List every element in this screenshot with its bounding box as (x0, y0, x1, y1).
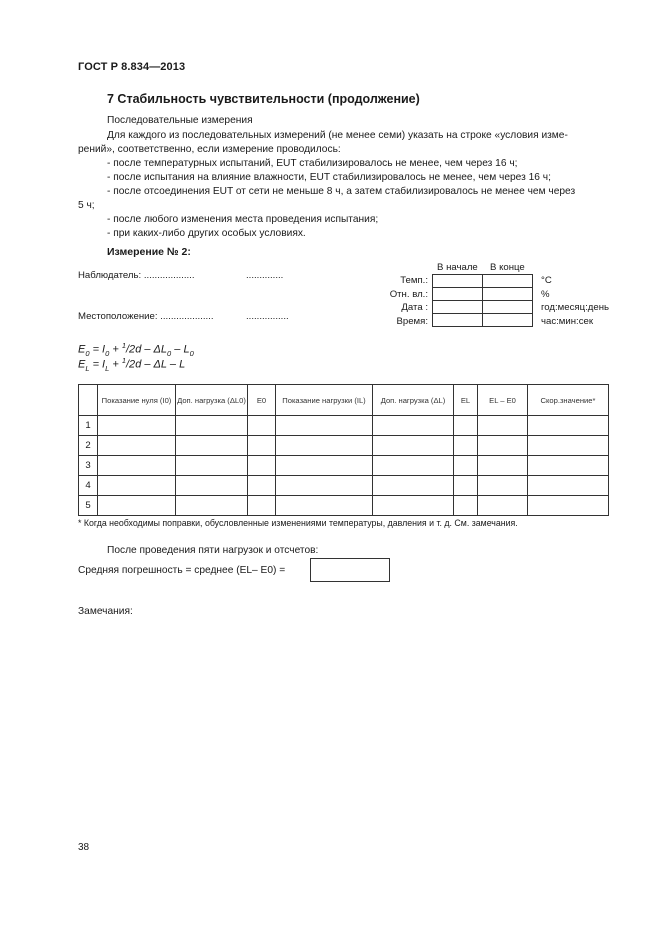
col-header-el: EL (454, 385, 478, 416)
f2-rhs1: = I (89, 358, 106, 371)
date-label: Дата : (401, 302, 428, 313)
observer-label: Наблюдатель: ................... (78, 270, 195, 281)
table-row (79, 496, 609, 516)
f1-lhs-sub: 0 (85, 348, 90, 358)
env-row-humidity (433, 288, 533, 301)
table-row (79, 436, 609, 456)
table-row (79, 476, 609, 496)
remarks-label: Замечания: (78, 606, 133, 617)
col-start-header: В начале (437, 262, 478, 273)
col-end-header: В конце (490, 262, 525, 273)
f1-rhs3: d – ΔL (135, 343, 168, 356)
bullet-4: - после любого изменения места проведения испытания; (107, 214, 379, 225)
f2-frac-den: /2 (126, 358, 136, 371)
bullet-1: - после температурных испытаний, EUT стабилизировалось не менее, чем через 16 ч; (107, 158, 518, 169)
intro-line-1: Для каждого из последовательных измерений (не менее семи) указать на строке «условия изме- (107, 130, 568, 141)
temp-start-cell[interactable] (433, 275, 483, 288)
intro-line-2: рений», соответственно, если измерение проводилось: (78, 144, 341, 155)
time-label: Время: (396, 316, 428, 327)
table-row (79, 416, 609, 436)
time-unit: час:мин:сек (541, 316, 594, 327)
mean-error-label: Средняя погрешность = среднее (EL– E0) = (78, 565, 286, 576)
f1-rhs1: = I (89, 343, 106, 356)
row-number: 1 (79, 416, 98, 436)
env-row-date (433, 301, 533, 314)
date-end-cell[interactable] (483, 301, 533, 314)
bullet-2: - после испытания на влияние влажности, EUT стабилизировалось не менее, чем через 16 ч; (107, 172, 551, 183)
date-start-cell[interactable] (433, 301, 483, 314)
subheading: Последовательные измерения (107, 115, 253, 126)
formula-el (78, 356, 185, 373)
f1-frac-den: /2 (126, 343, 136, 356)
col-header-zero-reading: Показание нуля (I0) (98, 385, 176, 416)
humidity-label: Отн. вл.: (389, 289, 428, 300)
table-row (79, 456, 609, 476)
f1-rhs2: + (109, 343, 122, 356)
page-number: 38 (78, 842, 90, 853)
bullet-3b: 5 ч; (78, 200, 95, 211)
after-loads-line: После проведения пяти нагрузок и отсчетов: (107, 545, 319, 556)
table-header-row (79, 385, 609, 416)
humidity-start-cell[interactable] (433, 288, 483, 301)
f2-rhs1-sub: L (105, 363, 110, 373)
col-header-e0: E0 (248, 385, 276, 416)
temp-label: Темп.: (400, 275, 428, 286)
humidity-end-cell[interactable] (483, 288, 533, 301)
row-number: 5 (79, 496, 98, 516)
location-label: Местоположение: .................... (78, 311, 214, 322)
col-header-add-load: Доп. нагрузка (ΔL) (373, 385, 454, 416)
observer-dots: .............. (246, 270, 284, 281)
time-end-cell[interactable] (483, 314, 533, 327)
table-footnote: * Когда необходимы поправки, обусловленные изменениями температуры, давления и т. д. См. замечания. (78, 518, 518, 528)
environment-table (432, 274, 533, 327)
f1-frac-num: 1 (121, 341, 126, 350)
f2-lhs-sub: L (85, 363, 90, 373)
bullet-3a: - после отсоединения EUT от сети не меньше 8 ч, а затем стабилизировалось не менее чем через (107, 186, 576, 197)
col-header-load-reading: Показание нагрузки (IL) (276, 385, 373, 416)
humidity-unit: % (541, 289, 550, 300)
f1-lhs: E (78, 343, 86, 356)
mean-error-box[interactable] (310, 558, 390, 582)
f1-rhs4-sub: 0 (189, 348, 194, 358)
temp-unit: °С (541, 275, 552, 286)
measurement-title: Измерение № 2: (107, 246, 191, 258)
temp-end-cell[interactable] (483, 275, 533, 288)
f1-rhs3-sub: 0 (167, 348, 172, 358)
measurement-table (78, 384, 609, 516)
f2-rhs2: + (109, 358, 122, 371)
f2-rhs3: d – ΔL – L (135, 358, 186, 371)
env-row-time (433, 314, 533, 327)
row-number: 4 (79, 476, 98, 496)
date-unit: год:месяц:день (541, 302, 609, 313)
section-title: 7 Стабильность чувствительности (продолжение) (107, 92, 420, 106)
document-standard-header: ГОСТ Р 8.834—2013 (78, 61, 186, 73)
f1-rhs4: – L (171, 343, 190, 356)
col-header-el-minus-e0: EL – E0 (478, 385, 528, 416)
f2-frac-num: 1 (121, 356, 126, 365)
col-header-corrected: Скор.значение* (528, 385, 609, 416)
location-dots: ................ (246, 311, 289, 322)
f1-rhs1-sub: 0 (105, 348, 110, 358)
col-header-num (79, 385, 98, 416)
env-row-temp (433, 275, 533, 288)
time-start-cell[interactable] (433, 314, 483, 327)
row-number: 3 (79, 456, 98, 476)
f2-lhs: E (78, 358, 86, 371)
col-header-add-load-0: Доп. нагрузка (ΔL0) (176, 385, 248, 416)
row-number: 2 (79, 436, 98, 456)
bullet-5: - при каких-либо других особых условиях. (107, 228, 306, 239)
